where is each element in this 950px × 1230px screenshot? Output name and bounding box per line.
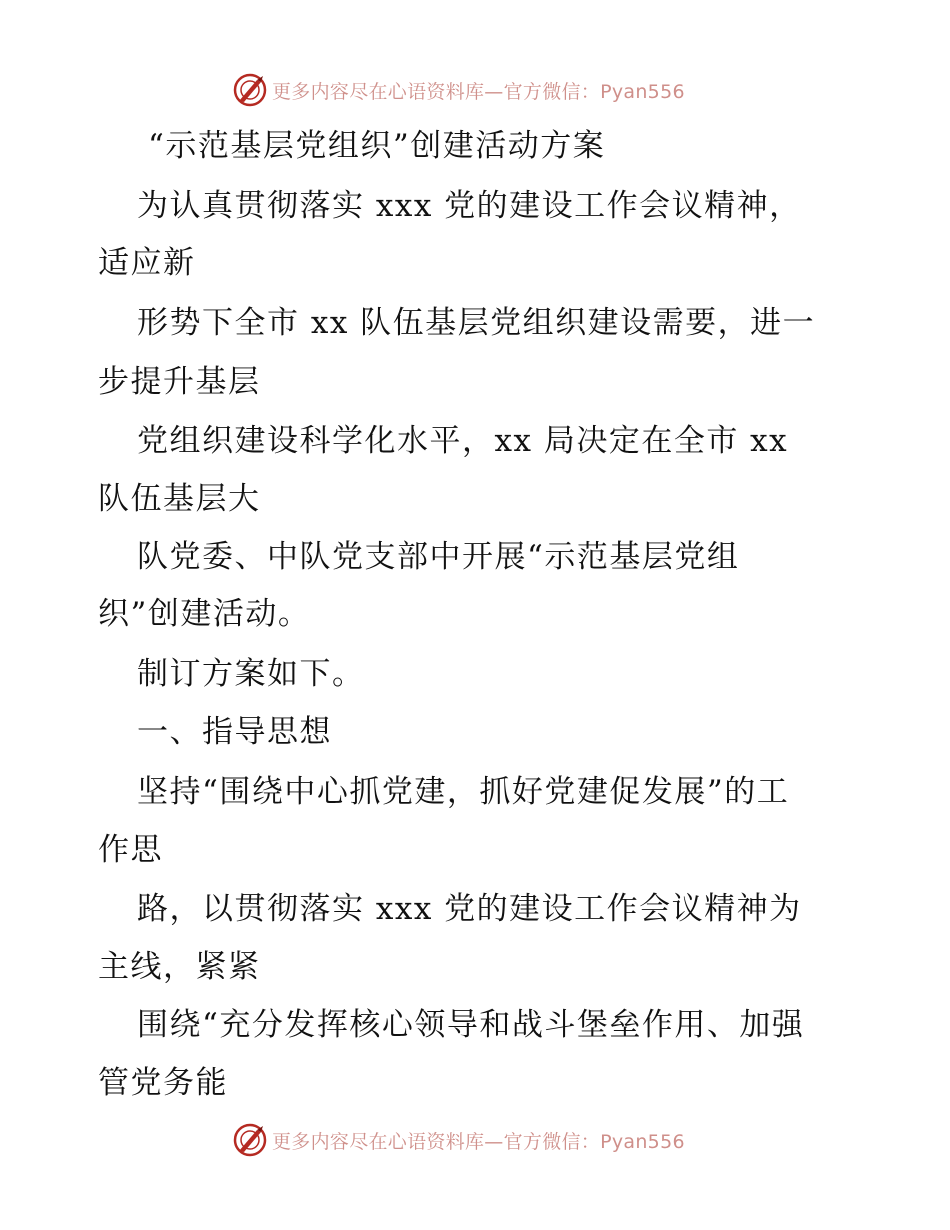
footer-watermark (232, 1120, 685, 1160)
quill-pen-circle-icon (232, 1122, 268, 1158)
body-line: 坚持“围绕中心抓党建，抓好党建促发展”的工 (137, 774, 790, 810)
body-line: 为认真贯彻落实 xxx 党的建设工作会议精神， (137, 188, 802, 224)
body-line: 织”创建活动。 (98, 596, 311, 632)
body-line: 党组织建设科学化水平，xx 局决定在全市 xx (137, 423, 789, 459)
document-title: “示范基层党组织”创建活动方案 (148, 128, 606, 164)
watermark-text: 更多内容尽在心语资料库—官方微信：Pyan556 (272, 1130, 685, 1153)
body-line: 形势下全市 xx 队伍基层党组织建设需要，进一 (137, 305, 816, 341)
body-line: 步提升基层 (98, 364, 261, 400)
body-line: 管党务能 (98, 1065, 228, 1101)
header-watermark (232, 70, 685, 110)
body-line: 作思 (98, 832, 163, 868)
body-line: 围绕“充分发挥核心领导和战斗堡垒作用、加强 (137, 1007, 805, 1043)
section-heading: 一、指导思想 (137, 714, 332, 750)
body-line: 主线，紧紧 (98, 949, 261, 985)
body-line: 队党委、中队党支部中开展“示范基层党组 (137, 539, 740, 575)
watermark-text: 更多内容尽在心语资料库—官方微信：Pyan556 (272, 80, 685, 103)
body-line: 路，以贯彻落实 xxx 党的建设工作会议精神为 (137, 891, 802, 927)
body-line: 制订方案如下。 (137, 656, 365, 692)
body-line: 适应新 (98, 245, 196, 281)
body-line: 队伍基层大 (98, 481, 261, 517)
quill-pen-circle-icon (232, 72, 268, 108)
